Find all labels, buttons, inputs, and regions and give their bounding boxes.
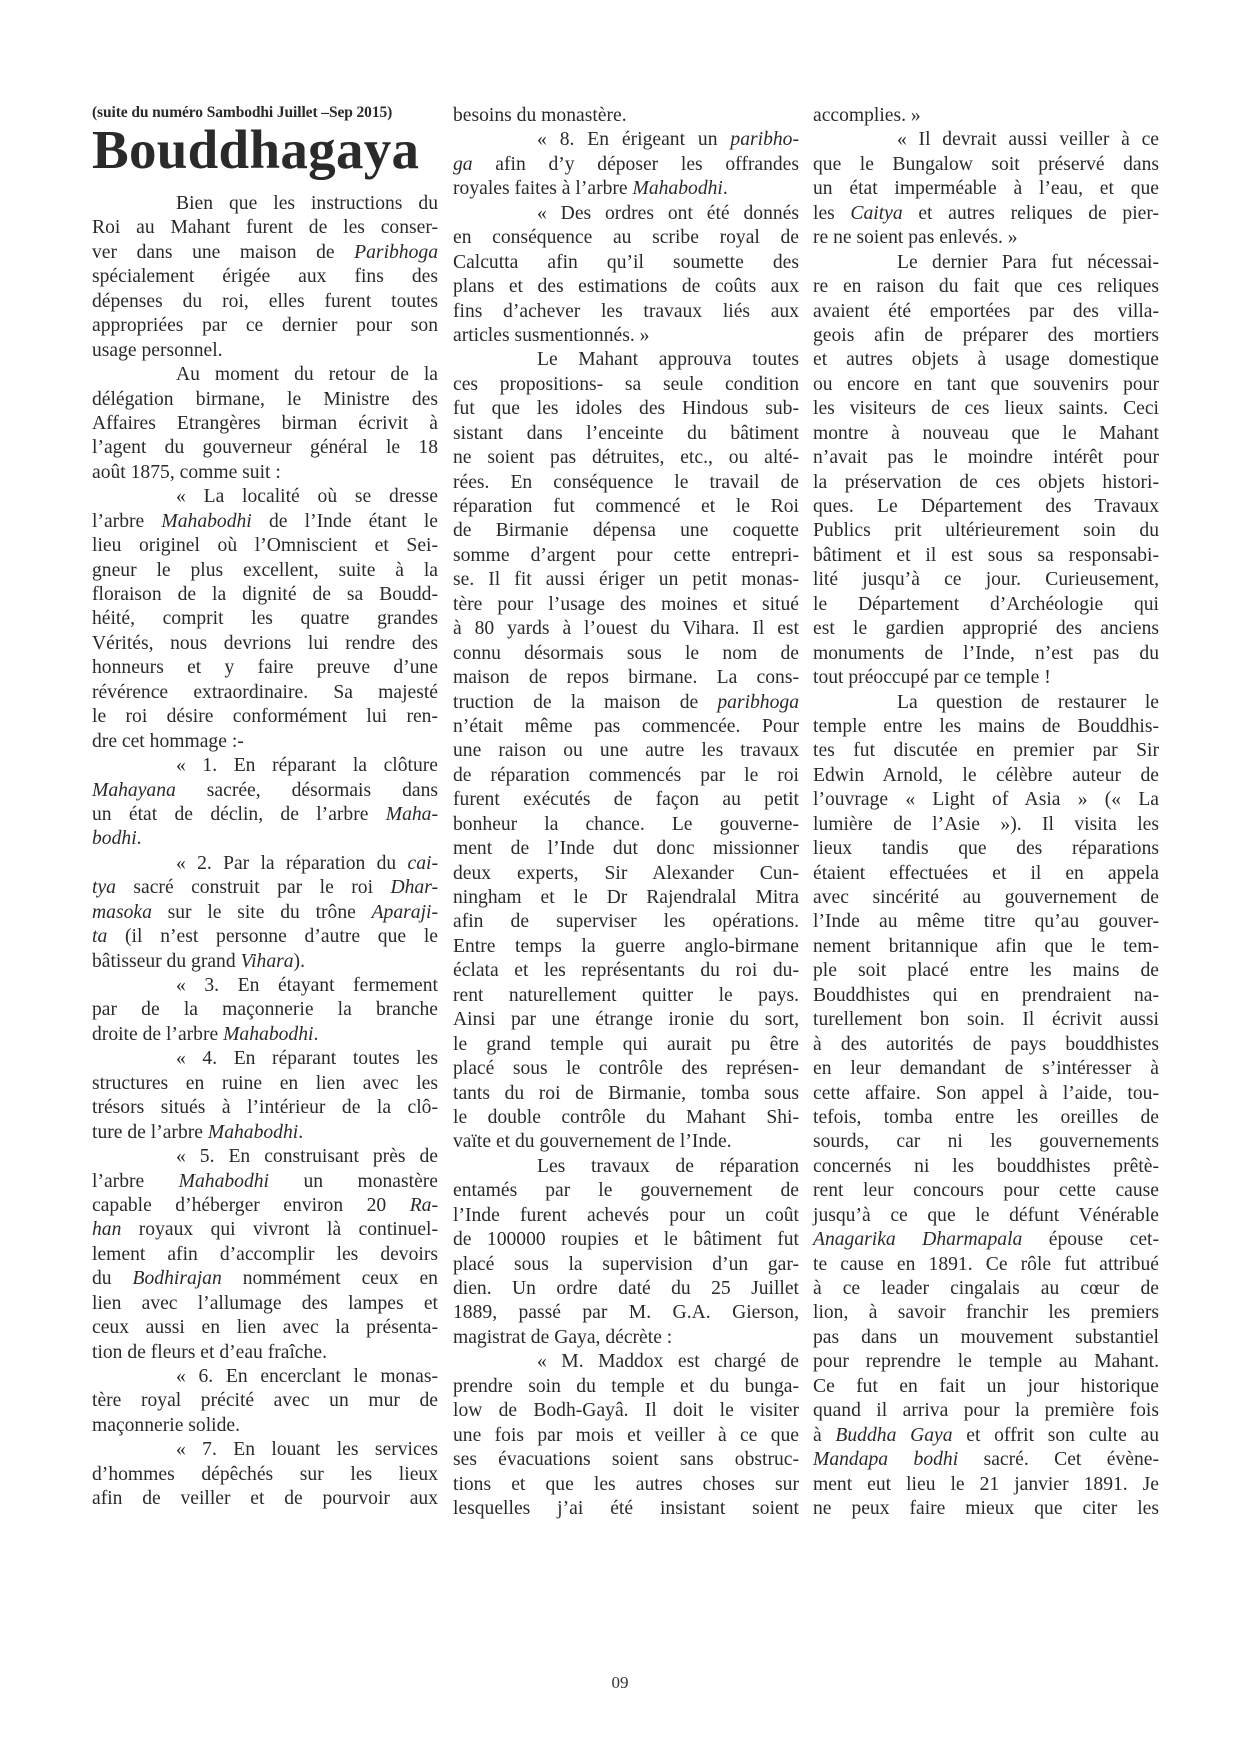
text-line: du Bodhirajan nommément ceux en <box>92 1268 438 1290</box>
text-line: royales faites à l’arbre Mahabodhi. <box>453 178 728 200</box>
text-line: tefois, tomba entre les oreilles de <box>813 1106 1159 1128</box>
text-line: ne peux faire mieux que citer les <box>813 1497 1159 1519</box>
text-line: furent exécutés de façon au petit <box>453 789 799 811</box>
text-line: le double contrôle du Mahant Shi- <box>453 1106 799 1128</box>
text-line: l’ouvrage « Light of Asia » (« La <box>813 789 1159 811</box>
text-line: Ainsi par une étrange ironie du sort, <box>453 1009 799 1031</box>
text-line: « 7. En louant les services <box>176 1439 438 1461</box>
column-3-text <box>813 104 1159 1521</box>
text-line: deux experts, Sir Alexander Cun- <box>453 862 799 884</box>
text-line: droite de l’arbre Mahabodhi. <box>92 1023 319 1045</box>
text-line: fut que les idoles des Hindous sub- <box>453 398 799 420</box>
text-line: quand il arriva pour la première fois <box>813 1400 1159 1422</box>
text-line: concernés ni les bouddhistes prêtè- <box>813 1155 1159 1177</box>
text-line: plans et des estimations de coûts aux <box>453 276 799 298</box>
text-line: placé sous le contrôle des représen- <box>453 1058 799 1080</box>
text-line: l’agent du gouverneur général le 18 <box>92 437 438 459</box>
text-line: « La localité où se dresse <box>176 486 438 508</box>
text-line: tya sacré construit par le roi Dhar- <box>92 877 438 899</box>
text-line: Edwin Arnold, le célèbre auteur de <box>813 764 1159 786</box>
text-line: « Il devrait aussi veiller à ce <box>897 129 1159 151</box>
text-line: « 6. En encerclant le monas- <box>176 1366 438 1387</box>
text-line: tout préoccupé par ce temple ! <box>813 667 1051 689</box>
text-line: ces propositions- sa seule condition <box>453 373 799 395</box>
text-line: l’Inde au même titre qu’au gouver- <box>813 911 1159 933</box>
text-line: vaïte et du gouvernement de l’Inde. <box>453 1131 732 1153</box>
text-line: ver dans une maison de Paribhoga <box>92 241 438 263</box>
text-line: Publics prit ultérieurement soin du <box>813 520 1159 542</box>
text-line: en conséquence au scribe royal de <box>453 227 799 249</box>
text-line: héité, comprit les quatre grandes <box>92 608 438 630</box>
text-line: que le Bungalow soit préservé dans <box>813 153 1159 175</box>
text-line: re ne soient pas enlevés. » <box>813 227 1018 249</box>
text-line: tère royal précité avec un mur de <box>92 1390 438 1412</box>
text-line: pour reprendre le temple au Mahant. <box>813 1351 1159 1373</box>
text-line: ment eut lieu le 21 janvier 1891. Je <box>813 1473 1159 1495</box>
text-line: sourds, car ni les gouvernements <box>813 1131 1159 1153</box>
text-line: re en raison du fait que ces reliques <box>813 276 1159 298</box>
text-line: de réparation commencés par le roi <box>453 764 799 786</box>
text-line: low de Bodh-Gayâ. Il doit le visiter <box>453 1400 799 1422</box>
text-line: floraison de la dignité de sa Boudd- <box>92 584 438 605</box>
text-line: à ce leader cingalais au cœur de <box>813 1278 1159 1299</box>
text-line: révérence extraordinaire. Sa majesté <box>92 681 438 703</box>
text-line: capable d’héberger environ 20 Ra- <box>92 1194 438 1216</box>
text-line: tes fut discutée en premier par Sir <box>813 740 1159 762</box>
text-line: de 100000 roupies et le bâtiment fut <box>453 1229 799 1251</box>
text-line: ou encore en tant que souvenirs pour <box>813 373 1159 395</box>
text-line: te cause en 1891. Ce rôle fut attribué <box>813 1253 1159 1275</box>
text-line: « 1. En réparant la clôture <box>176 755 438 777</box>
text-line: la préservation de ces objets histori- <box>813 471 1159 493</box>
text-line: nement britannique afin que le tem- <box>813 935 1159 957</box>
text-line: han royaux qui vivront là continuel- <box>92 1219 438 1241</box>
text-line: « M. Maddox est chargé de <box>537 1351 799 1373</box>
text-line: lieux tandis que des réparations <box>813 838 1159 860</box>
text-line: une raison ou une autre les travaux <box>453 740 799 762</box>
text-line: dien. Un ordre daté du 25 Juillet <box>453 1278 799 1299</box>
text-line: bodhi. <box>92 828 142 850</box>
text-line: août 1875, comme suit : <box>92 461 281 483</box>
text-line: dre cet hommage :- <box>92 730 244 752</box>
text-line: tions et que les autres choses sur <box>453 1473 799 1495</box>
text-line: truction de la maison de paribhoga <box>453 691 799 713</box>
text-line: ment de l’Inde dut donc missionner <box>453 838 799 860</box>
text-line: lien avec l’allumage des lampes et <box>92 1292 438 1314</box>
text-line: réparation fut commencé et le Roi <box>453 496 799 517</box>
text-line: structures en ruine en lien avec les <box>92 1072 438 1094</box>
text-line: sistant dans l’enceinte du bâtiment <box>453 422 799 444</box>
text-line: usage personnel. <box>92 339 223 361</box>
text-line: bâtisseur du grand Vihara). <box>92 950 305 972</box>
text-line: « Des ordres ont été donnés <box>537 202 799 224</box>
text-line: l’arbre Mahabodhi un monastère <box>92 1170 438 1192</box>
text-line: somme d’argent pour cette entrepri- <box>453 544 799 566</box>
text-line: La question de restaurer le <box>897 691 1159 713</box>
text-line: Ce fut en fait un jour historique <box>813 1375 1159 1397</box>
text-line: le roi désire conformément lui ren- <box>92 706 438 728</box>
text-line: Roi au Mahant furent de les conser- <box>92 217 438 239</box>
column-1-text <box>92 192 438 1512</box>
text-line: spécialement érigée aux fins des <box>92 266 438 288</box>
text-line: Le Mahant approuva toutes <box>537 349 799 371</box>
text-line: 1889, passé par M. G.A. Gierson, <box>453 1302 799 1324</box>
text-line: avaient été emportées par des villa- <box>813 300 1159 322</box>
text-line: les visiteurs de ces lieux saints. Ceci <box>813 398 1159 420</box>
text-line: à Buddha Gaya et offrit son culte au <box>813 1424 1159 1446</box>
text-line: ques. Le Département des Travaux <box>813 496 1159 517</box>
text-line: cette affaire. Son appel à l’aide, tou- <box>813 1082 1159 1104</box>
text-line: temple entre les mains de Bouddhis- <box>813 715 1159 737</box>
text-line: à des autorités de pays bouddhistes <box>813 1033 1159 1055</box>
text-line: est le gardien approprié des anciens <box>813 618 1159 640</box>
text-line: accomplies. » <box>813 105 921 126</box>
text-line: n’était même pas commencée. Pour <box>453 715 799 737</box>
text-line: Anagarika Dharmapala épouse cet- <box>813 1229 1159 1251</box>
text-line: ta (il n’est personne d’autre que le <box>92 926 438 948</box>
column-3 <box>813 104 1159 1521</box>
text-line: connu désormais sous le nom de <box>453 642 799 664</box>
text-line: éclata et les représentants du roi du- <box>453 960 799 982</box>
text-line: fins d’achever les travaux liés aux <box>453 300 799 322</box>
text-line: turellement bon soin. Il écrivit aussi <box>813 1009 1159 1031</box>
text-line: le grand temple qui aurait pu être <box>453 1033 799 1055</box>
text-line: « 5. En construisant près de <box>176 1146 438 1168</box>
text-line: « 3. En étayant fermement <box>176 975 438 996</box>
text-line: afin de veiller et de pourvoir aux <box>92 1488 438 1510</box>
text-line: se. Il fit aussi ériger un petit monas- <box>453 569 799 591</box>
text-line: « 4. En réparant toutes les <box>176 1048 438 1070</box>
text-line: geois afin de préparer des mortiers <box>813 324 1159 346</box>
text-line: pas dans un mouvement substantiel <box>813 1326 1159 1348</box>
text-line: Bouddhistes qui en prendraient na- <box>813 984 1159 1006</box>
text-line: un état de déclin, de l’arbre Maha- <box>92 803 438 825</box>
text-line: en leur demandant de s’intéresser à <box>813 1058 1159 1080</box>
text-line: ne soient pas détruites, etc., ou alté- <box>453 447 799 469</box>
text-line: étaient effectuées et il en appela <box>813 862 1159 884</box>
text-line: tère pour l’usage des moines et situé <box>453 593 799 615</box>
text-line: gneur le plus excellent, suite à la <box>92 559 438 581</box>
text-line: montre à nouveau que le Mahant <box>813 422 1159 444</box>
text-line: jusqu’à ce que le défunt Vénérable <box>813 1204 1159 1226</box>
text-line: Entre temps la guerre anglo-birmane <box>453 935 799 957</box>
text-line: masoka sur le site du trône Aparaji- <box>92 901 438 923</box>
text-line: l’arbre Mahabodhi de l’Inde étant le <box>92 510 439 532</box>
page-number: 09 <box>611 1673 629 1692</box>
text-line: lité jusqu’à ce jour. Curieusement, <box>813 569 1159 591</box>
text-line: ningham et le Dr Rajendralal Mitra <box>453 887 799 908</box>
text-line: n’avait pas le moindre intérêt pour <box>813 447 1159 469</box>
text-line: Mandapa bodhi sacré. Cet évène- <box>813 1449 1159 1471</box>
text-line: « 8. En érigeant un paribho- <box>537 129 799 151</box>
text-line: l’Inde furent achevés pour un coût <box>453 1204 799 1226</box>
text-line: lumière de l’Asie »). Il visita les <box>813 813 1159 835</box>
text-line: ple soit placé entre les mains de <box>813 960 1159 982</box>
text-line: le Département d’Archéologie qui <box>813 593 1159 615</box>
text-line: Calcutta afin qu’il soumette des <box>453 251 799 273</box>
text-line: entamés par le gouvernement de <box>453 1180 799 1202</box>
column-2 <box>453 104 799 1521</box>
text-line: afin de superviser les opérations. <box>453 911 799 933</box>
text-line: délégation birmane, le Ministre des <box>92 388 438 410</box>
text-line: Les travaux de réparation <box>537 1155 799 1177</box>
column-1 <box>92 104 438 1512</box>
text-line: besoins du monastère. <box>453 105 627 126</box>
text-line: ceux aussi en lien avec la présenta- <box>92 1317 438 1339</box>
text-line: placé sous la supervision d’un gar- <box>453 1253 799 1275</box>
text-line: Mahayana sacrée, désormais dans <box>92 779 438 801</box>
text-line: ga afin d’y déposer les offrandes <box>453 153 799 175</box>
text-line: Affaires Etrangères birman écrivit à <box>92 412 438 434</box>
text-line: tion de fleurs et d’eau fraîche. <box>92 1341 328 1363</box>
text-line: et autres objets à usage domestique <box>813 349 1159 371</box>
text-line: monuments de l’Inde, n’est pas du <box>813 642 1159 664</box>
text-line: avec sincérité au gouvernement de <box>813 887 1159 908</box>
text-line: lement afin d’accomplir les devoirs <box>92 1243 438 1265</box>
text-line: bâtiment et il est sous sa responsabi- <box>813 544 1159 566</box>
text-line: à 80 yards à l’ouest du Vihara. Il est <box>453 618 799 640</box>
text-line: « 2. Par la réparation du cai- <box>176 852 438 874</box>
text-line: honneurs et y faire preuve d’une <box>92 657 438 679</box>
text-line: un état imperméable à l’eau, et que <box>813 178 1159 200</box>
text-line: Vérités, nous devrions lui rendre des <box>92 632 438 654</box>
article-kicker: (suite du numéro Sambodhi Juillet –Sep 2015) <box>92 104 393 121</box>
text-line: Bien que les instructions du <box>176 193 438 214</box>
text-line: les Caitya et autres reliques de pier- <box>813 202 1159 224</box>
text-line: tants du roi de Birmanie, tomba sous <box>453 1082 799 1104</box>
column-2-text <box>453 104 799 1521</box>
text-line: maison de repos birmane. La cons- <box>453 667 799 689</box>
text-line: articles susmentionnés. » <box>453 324 650 346</box>
text-line: lesquelles j’ai été insistant soient <box>453 1497 799 1519</box>
text-line: de Birmanie dépensa une coquette <box>453 520 799 542</box>
text-line: une fois par mois et veiller à ce que <box>453 1424 799 1446</box>
article-title: Bouddhagaya <box>92 119 420 180</box>
text-line: rées. En conséquence le travail de <box>453 471 799 493</box>
text-line: Le dernier Para fut nécessai- <box>897 251 1159 273</box>
text-line: ses évacuations soient sans obstruc- <box>453 1449 799 1471</box>
text-line: Au moment du retour de la <box>176 364 438 386</box>
text-line: rent naturellement quitter le pays. <box>453 984 799 1006</box>
text-line: maçonnerie solide. <box>92 1414 240 1436</box>
text-line: prendre soin du temple et du bunga- <box>453 1375 799 1397</box>
text-line: trésors situés à l’intérieur de la clô- <box>92 1097 438 1119</box>
text-line: lion, à savoir franchir les premiers <box>813 1302 1159 1324</box>
text-line: bonheur la chance. Le gouverne- <box>453 813 799 835</box>
text-line: rent leur concours pour cette cause <box>813 1180 1159 1202</box>
text-line: magistrat de Gaya, décrète : <box>453 1326 673 1348</box>
text-line: appropriées par ce dernier pour son <box>92 315 438 337</box>
text-line: ture de l’arbre Mahabodhi. <box>92 1121 304 1143</box>
text-line: par de la maçonnerie la branche <box>92 999 438 1021</box>
text-line: d’hommes dépêchés sur les lieux <box>92 1463 438 1485</box>
text-line: lieu originel où l’Omniscient et Sei- <box>92 535 438 557</box>
text-line: dépenses du roi, elles furent toutes <box>92 290 438 312</box>
